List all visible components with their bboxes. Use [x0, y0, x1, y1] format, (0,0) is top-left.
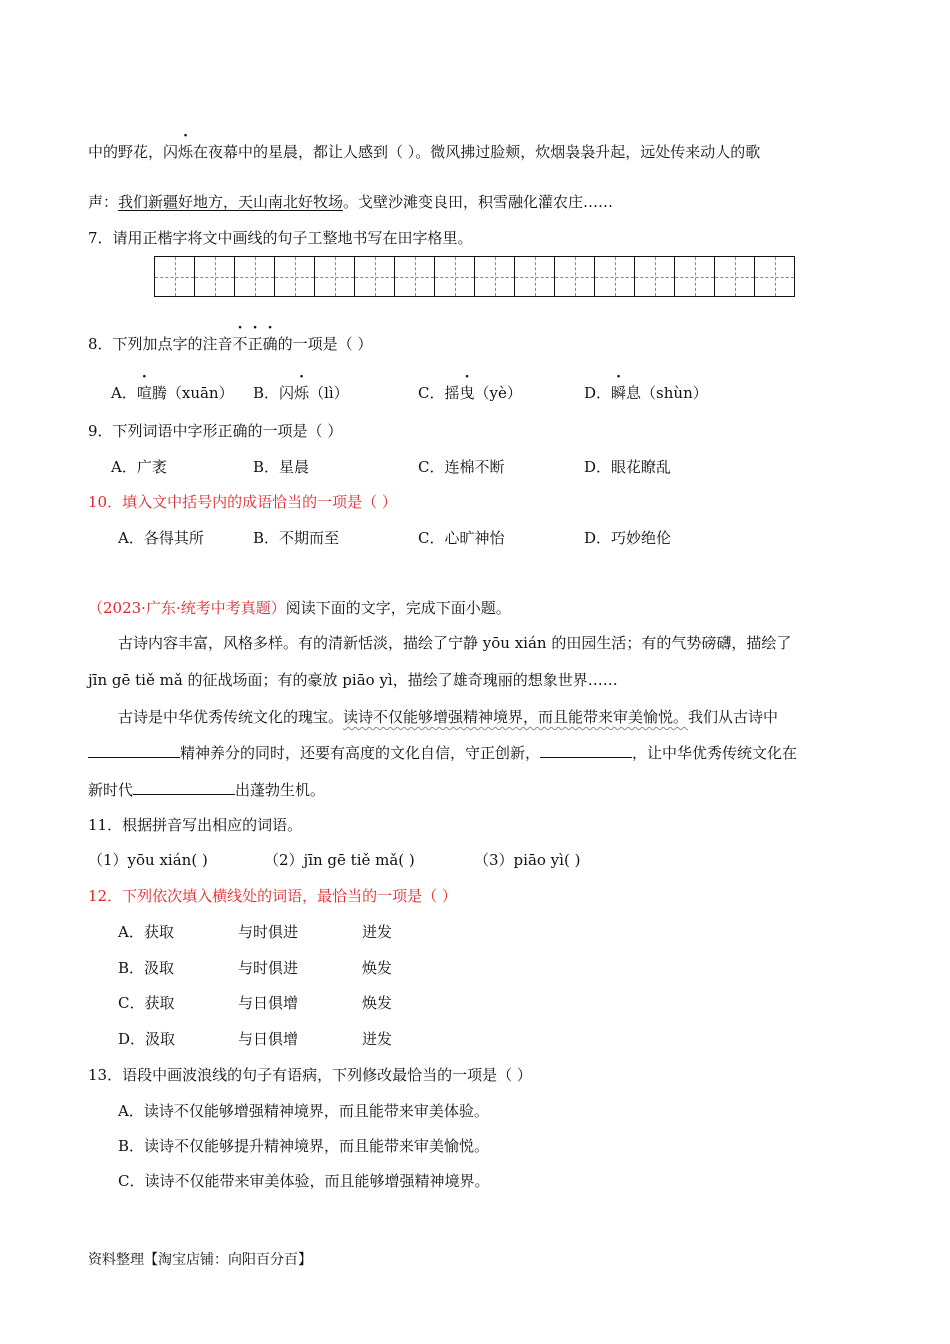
q8-stem: 8．下列加点字的注音不正确的一项是（ ）: [88, 335, 373, 353]
q9-option-d[interactable]: D．眼花瞭乱: [584, 458, 672, 476]
section-heading: （2023·广东·统考中考真题）阅读下面的文字，完成下面小题。: [88, 599, 511, 617]
q12-stem: 12．下列依次填入横线处的词语，最恰当的一项是（ ）: [88, 887, 457, 905]
footer-note: 资料整理【淘宝店铺：向阳百分百】: [88, 1252, 312, 1268]
q12-option-c-word2: 与日俱增: [238, 994, 299, 1012]
fill-blank-1[interactable]: [88, 743, 180, 758]
q8-option-c[interactable]: C．摇曳（yè）: [418, 384, 522, 402]
q12-option-a[interactable]: A．获取: [118, 923, 174, 941]
fill-blank-2[interactable]: [540, 743, 632, 758]
dotted-char: 不: [232, 335, 248, 353]
grid-cell[interactable]: [675, 257, 715, 296]
grid-cell[interactable]: [515, 257, 555, 296]
passage-line-2: 声：我们新疆好地方，天山南北好牧场。戈壁沙滩变良田，积雪融化灌农庄……: [88, 193, 614, 211]
dotted-phrase: [233, 335, 278, 353]
q9-option-a[interactable]: A．广袤: [111, 458, 167, 476]
q11-stem: 11．根据拼音写出相应的词语。: [88, 816, 303, 834]
q13-option-a[interactable]: A．读诗不仅能够增强精神境界，而且能带来审美体验。: [118, 1102, 489, 1120]
q12-option-b-word2: 与时俱进: [238, 959, 299, 977]
grid-cell[interactable]: [315, 257, 355, 296]
grid-cell[interactable]: [355, 257, 395, 296]
q12-option-d-word2: 与日俱增: [238, 1030, 299, 1048]
dotted-char: 烁: [178, 143, 194, 161]
q11-item-2[interactable]: （2）jīn gē tiě mǎ( ): [264, 851, 415, 869]
q9-stem: 9．下列词语中字形正确的一项是（ ）: [88, 422, 343, 440]
q11-item-1[interactable]: （1）yōu xián( ): [88, 851, 208, 869]
q12-option-b-word3: 焕发: [362, 959, 393, 977]
q9-option-c[interactable]: C．连棉不断: [418, 458, 505, 476]
tianzige-grid[interactable]: [154, 256, 795, 297]
wavy-sentence: 读诗不仅能够增强精神境界，而且能带来审美愉悦。: [343, 708, 689, 726]
grid-cell[interactable]: [475, 257, 515, 296]
q9-option-b[interactable]: B．星晨: [253, 458, 310, 476]
q8-option-b[interactable]: B．闪烁（lì）: [253, 384, 349, 402]
paragraph-2-line-2: 精神养分的同时，还要有高度的文化自信，守正创新， ，让中华优秀传统文化在: [88, 742, 797, 763]
q12-option-a-word3: 迸发: [362, 923, 393, 941]
grid-cell[interactable]: [715, 257, 755, 296]
grid-cell[interactable]: [435, 257, 475, 296]
q12-option-d-word3: 迸发: [362, 1030, 393, 1048]
grid-cell[interactable]: [195, 257, 235, 296]
grid-cell[interactable]: [395, 257, 435, 296]
passage-line-1: 中的野花，闪烁在夜幕中的星晨，都让人感到（ ）。微风拂过脸颊，炊烟袅袅升起，远处传来动人的歌: [88, 143, 761, 161]
q8-option-a[interactable]: A．喧腾（xuān）: [111, 384, 234, 402]
grid-cell[interactable]: [275, 257, 315, 296]
q13-option-c[interactable]: C．读诗不仅能带来审美体验，而且能够增强精神境界。: [118, 1172, 490, 1190]
q12-option-b[interactable]: B．汲取: [118, 959, 175, 977]
q12-option-c[interactable]: C．获取: [118, 994, 175, 1012]
grid-cell[interactable]: [555, 257, 595, 296]
underlined-sentence: 我们新疆好地方，天山南北好牧场: [118, 193, 344, 211]
paragraph-1-line-2: jīn gē tiě mǎ 的征战场面；有的豪放 piāo yì，描绘了雄奇瑰丽的想象世界……: [88, 671, 618, 689]
q8-option-d[interactable]: D．瞬息（shùn）: [584, 384, 708, 402]
paragraph-2-line-3: 新时代 出蓬勃生机。: [88, 781, 326, 799]
q13-stem: 13．语段中画波浪线的句子有语病，下列修改最恰当的一项是（ ）: [88, 1066, 532, 1084]
q7-stem: 7．请用正楷字将文中画线的句子工整地书写在田字格里。: [88, 229, 473, 247]
q10-stem: 10．填入文中括号内的成语恰当的一项是（ ）: [88, 493, 397, 511]
paragraph-1-line-1: 古诗内容丰富，风格多样。有的清新恬淡，描绘了宁静 yōu xián 的田园生活；有的气势磅礴，描绘了: [118, 634, 792, 652]
q10-option-b[interactable]: B．不期而至: [253, 529, 340, 547]
grid-cell[interactable]: [595, 257, 635, 296]
q13-option-b[interactable]: B．读诗不仅能够提升精神境界，而且能带来审美愉悦。: [118, 1137, 490, 1155]
dotted-char: 确: [262, 335, 278, 353]
q11-item-3[interactable]: （3）piāo yì( ): [474, 851, 581, 869]
grid-cell[interactable]: [235, 257, 275, 296]
grid-cell[interactable]: [635, 257, 675, 296]
fill-blank-3[interactable]: [133, 780, 235, 795]
q10-option-d[interactable]: D．巧妙绝伦: [584, 529, 672, 547]
source-tag: （2023·广东·统考中考真题）: [88, 599, 286, 617]
q10-option-c[interactable]: C．心旷神怡: [418, 529, 505, 547]
q12-option-c-word3: 焕发: [362, 994, 393, 1012]
grid-cell[interactable]: [155, 257, 195, 296]
q10-option-a[interactable]: A．各得其所: [118, 529, 204, 547]
q12-option-d[interactable]: D．汲取: [118, 1030, 176, 1048]
q12-option-a-word2: 与时俱进: [238, 923, 299, 941]
paragraph-2-line-1: 古诗是中华优秀传统文化的瑰宝。读诗不仅能够增强精神境界，而且能带来审美愉悦。我们从古诗中: [118, 708, 779, 726]
grid-cell[interactable]: [755, 257, 795, 296]
dotted-char: 正: [247, 335, 263, 353]
